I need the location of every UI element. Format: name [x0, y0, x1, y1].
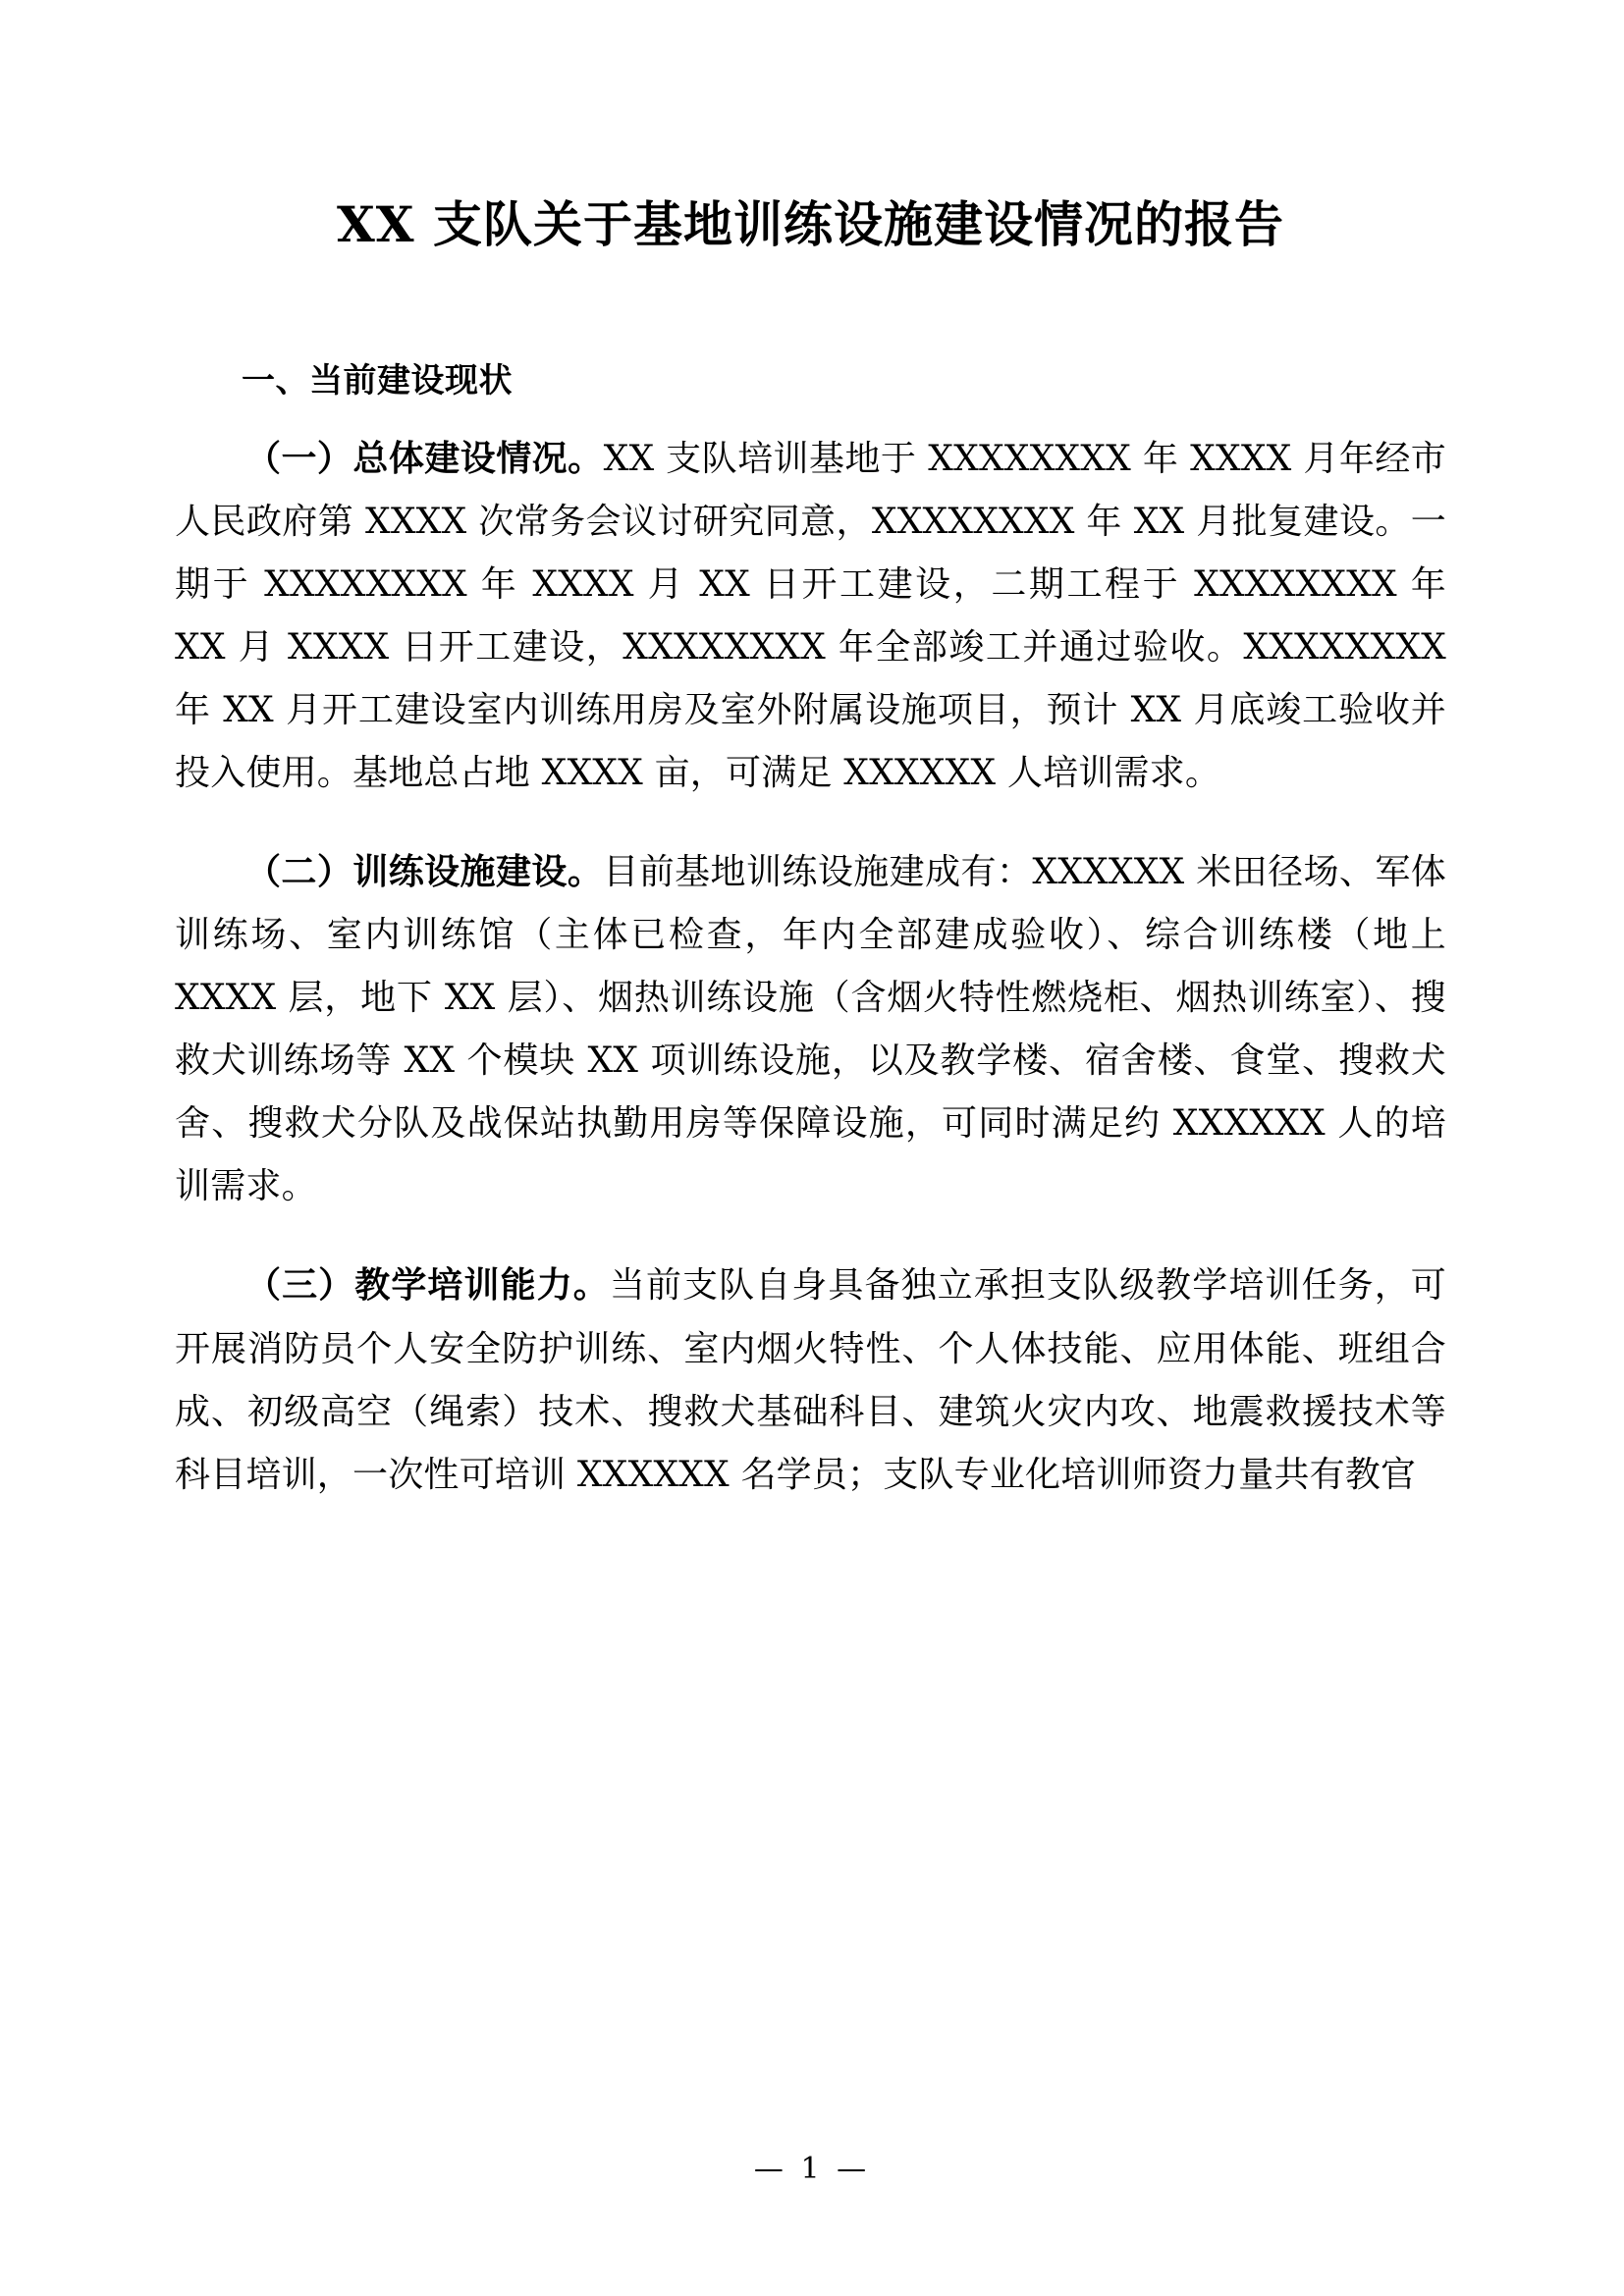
paragraph-text: 当前支队自身具备独立承担支队级教学培训任务，可开展消防员个人安全防护训练、室内烟火特性、个人体技能、应用体能、班组合成、初级高空（绳索）技术、搜救犬基础科目、建筑火灾内攻、地震救援技术等科目培训，一次性可培训 XXXXXX 名学员；支队专业化培训师资力量共有教官 — [175, 1265, 1446, 1495]
paragraph-training-facilities — [175, 840, 1446, 1218]
paragraph-lead-label: （二）训练设施建设。 — [245, 850, 604, 892]
paragraph-text: XX 支队培训基地于 XXXXXXXX 年 XXXX 月年经市人民政府第 XXXX 次常务会议讨研究同意，XXXXXXXX 年 XX 月批复建设。一期于 XXXXXXXX 年 XXXX 月 XX 日开工建设，二期工程于 XXXXXXXX 年 XX 月 XXXX 日开工建设，XXXXXXXX 年全部竣工并通过验收。XXXXXXXX 年 XX 月开工建设室内训练用房及室外附属设施项目，预计 XX 月底竣工验收并投入使用。基地总占地 XXXX 亩，可满足 XXXXXX 人培训需求。 — [175, 438, 1446, 793]
paragraph-teaching-capacity — [175, 1254, 1446, 1506]
page-number: — 1 — — [753, 2152, 871, 2186]
paragraph-overall-construction — [175, 427, 1446, 805]
paragraph-text: 目前基地训练设施建成有：XXXXXX 米田径场、军体训练场、室内训练馆（主体已检查，年内全部建成验收）、综合训练楼（地上 XXXX 层，地下 XX 层）、烟热训练设施（含烟火特性燃烧柜、烟热训练室）、搜救犬训练场等 XX 个模块 XX 项训练设施，以及教学楼、宿舍楼、食堂、搜救犬舍、搜救犬分队及战保站执勤用房等保障设施，可同时满足约 XXXXXX 人的培训需求。 — [175, 851, 1446, 1207]
paragraph-lead-label: （三）教学培训能力。 — [245, 1264, 610, 1307]
page-title: XX 支队关于基地训练设施建设情况的报告 — [337, 195, 1284, 253]
paragraph-lead-label: （一）总体建设情况。 — [245, 437, 604, 479]
document-body — [175, 0, 1446, 1542]
section-heading-current-status: 一、当前建设现状 — [242, 361, 513, 400]
